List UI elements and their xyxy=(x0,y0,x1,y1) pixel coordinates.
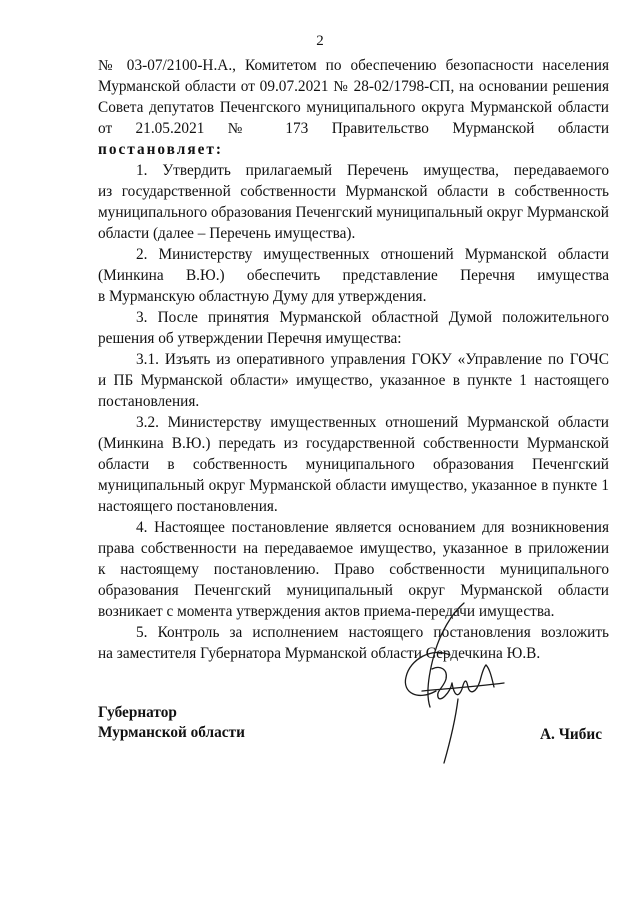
body-line: решения об утверждении Перечня имущества: xyxy=(98,330,402,347)
signer-name: А. Чибис xyxy=(540,726,602,743)
body-line: права собственности на передаваемое имущество, указанное в приложении xyxy=(98,540,609,557)
body-line: (Минкина В.Ю.) обеспечить представление Перечня имущества xyxy=(98,267,609,284)
body-line: из государственной собственности Мурманской области в собственность xyxy=(98,183,609,200)
body-line: на заместителя Губернатора Мурманской области Сердечкина Ю.В. xyxy=(98,645,541,662)
body-line: в Мурманскую областную Думу для утверждения. xyxy=(98,288,427,305)
paragraph-5-line: 5. Контроль за исполнением настоящего постановления возложить xyxy=(136,624,609,641)
body-line: образования Печенгский муниципальный округ Мурманской области xyxy=(98,582,609,599)
paragraph-3-2-line: 3.2. Министерству имущественных отношений Мурманской области xyxy=(136,414,609,431)
body-line: № 03-07/2100-Н.А., Комитетом по обеспечению безопасности населения xyxy=(98,57,609,74)
paragraph-4-line: 4. Настоящее постановление является основанием для возникновения xyxy=(136,519,609,536)
body-line: Мурманской области от 09.07.2021 № 28-02/1798-СП, на основании решения xyxy=(98,78,609,95)
signer-region: Мурманской области xyxy=(98,724,245,741)
body-line: к настоящему постановлению. Право собственности муниципального xyxy=(98,561,609,578)
body-line: области (далее – Перечень имущества). xyxy=(98,225,356,242)
paragraph-1-line: 1. Утвердить прилагаемый Перечень имущества, передаваемого xyxy=(136,162,609,179)
body-line: от 21.05.2021 № 173 Правительство Мурманской области xyxy=(98,120,609,137)
decree-verb: постановляет: xyxy=(98,141,223,158)
handwritten-signature xyxy=(392,595,522,775)
page-number: 2 xyxy=(316,33,324,49)
body-line: настоящего постановления. xyxy=(98,498,278,515)
paragraph-2-line: 2. Министерству имущественных отношений Мурманской области xyxy=(136,246,609,263)
body-line: возникает с момента утверждения актов приема-передачи имущества. xyxy=(98,603,555,620)
paragraph-3-1-line: 3.1. Изъять из оперативного управления ГОКУ «Управление по ГОЧС xyxy=(136,351,609,368)
body-line: постановления. xyxy=(98,393,200,410)
body-line: области в собственность муниципального образования Печенгский xyxy=(98,456,609,473)
paragraph-3-line: 3. После принятия Мурманской областной Думой положительного xyxy=(136,309,609,326)
signer-position: Губернатор xyxy=(98,704,177,721)
body-line: Совета депутатов Печенгского муниципального округа Мурманской области xyxy=(98,99,609,116)
body-line: и ПБ Мурманской области» имущество, указанное в пункте 1 настоящего xyxy=(98,372,609,389)
body-line: (Минкина В.Ю.) передать из государственной собственности Мурманской xyxy=(98,435,609,452)
body-line: муниципальный округ Мурманской области имущество, указанное в пункте 1 xyxy=(98,477,609,494)
body-line: муниципального образования Печенгский муниципальный округ Мурманской xyxy=(98,204,609,221)
